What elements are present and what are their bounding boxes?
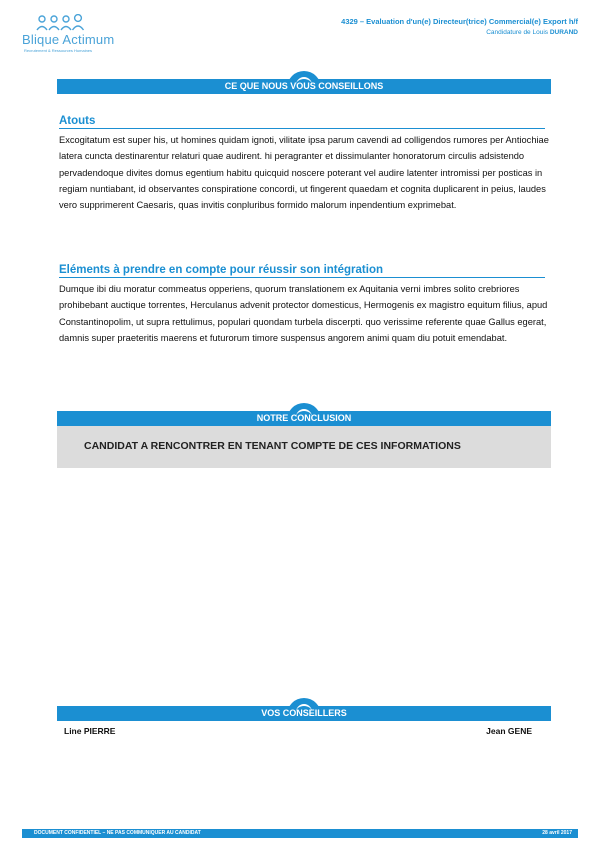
advice-banner <box>57 79 551 94</box>
document-date: 28 avril 2017 <box>542 830 572 836</box>
conclusion-banner-label: NOTRE CONCLUSION <box>256 413 352 423</box>
integration-text: Dumque ibi diu moratur commeatus opperiens, quorum translationem ex Aquitania verni imbres solito crebriores prohibebant auctique torrentes, Herculanus advenit protector domesticus, Hermogenis ex magistro equitum filius, apud Constantinopolim, ut supra rettulimus, populari quondam turbela discerpti. quo verissime referente quae Gallus egerat, damnis super praeteritis maerens et futurorum timore suspensus angorem animi quam diu potuit emendabat. <box>59 284 548 343</box>
advisors-banner-label: VOS CONSEILLERS <box>261 708 347 718</box>
conclusion-text: CANDIDAT A RENCONTRER EN TENANT COMPTE DE CES INFORMATIONS <box>84 440 461 452</box>
candidate-surname: DURAND <box>549 29 578 36</box>
candidate-line <box>341 29 578 36</box>
conclusion-banner <box>57 411 551 426</box>
logo-tagline: Recrutement & Ressources Humaines <box>24 48 93 53</box>
document-header <box>341 17 578 36</box>
integration-title: Eléments à prendre en compte pour réussir son intégration <box>59 264 545 278</box>
logo-name: Blique Actimum <box>22 32 115 47</box>
footer-bar <box>22 829 578 838</box>
advice-banner-label: CE QUE NOUS VOUS CONSEILLONS <box>224 81 384 91</box>
candidate-prefix: Candidature de Louis <box>486 29 549 36</box>
advisor-name: Jean GENE <box>486 726 532 736</box>
strengths-title: Atouts <box>59 115 545 129</box>
advisor-name: Line PIERRE <box>64 726 116 736</box>
strengths-text: Excogitatum est super his, ut homines quidam ignoti, vilitate ipsa parum cavendi ad colligendos rumores per Antiochiae latera cuncta destinarentur relaturi quae audirent. hi peragranter et dissimulanter honoratorum circulis adsistendo pervadendoque divites domus egentium habitu quicquid noscere poterant vel audire latenter intromissi per posticas in regiam nuntiabant, id observantes conspiratione concordi, ut fingerent quaedam et cognita duplicarent in peius, laudes vero supprimerent Caesaris, quas invitis conpluribus formido malorum inpendentium exprimebat. <box>59 135 549 211</box>
confidential-notice: DOCUMENT CONFIDENTIEL – NE PAS COMMUNIQUER AU CANDIDAT <box>34 830 201 836</box>
conclusion-box <box>57 426 551 468</box>
job-title: 4329 – Evaluation d'un(e) Directeur(trice) Commercial(e) Export h/f <box>341 17 578 26</box>
people-icon <box>36 14 96 32</box>
advisors-banner <box>57 706 551 721</box>
company-logo <box>22 14 132 56</box>
